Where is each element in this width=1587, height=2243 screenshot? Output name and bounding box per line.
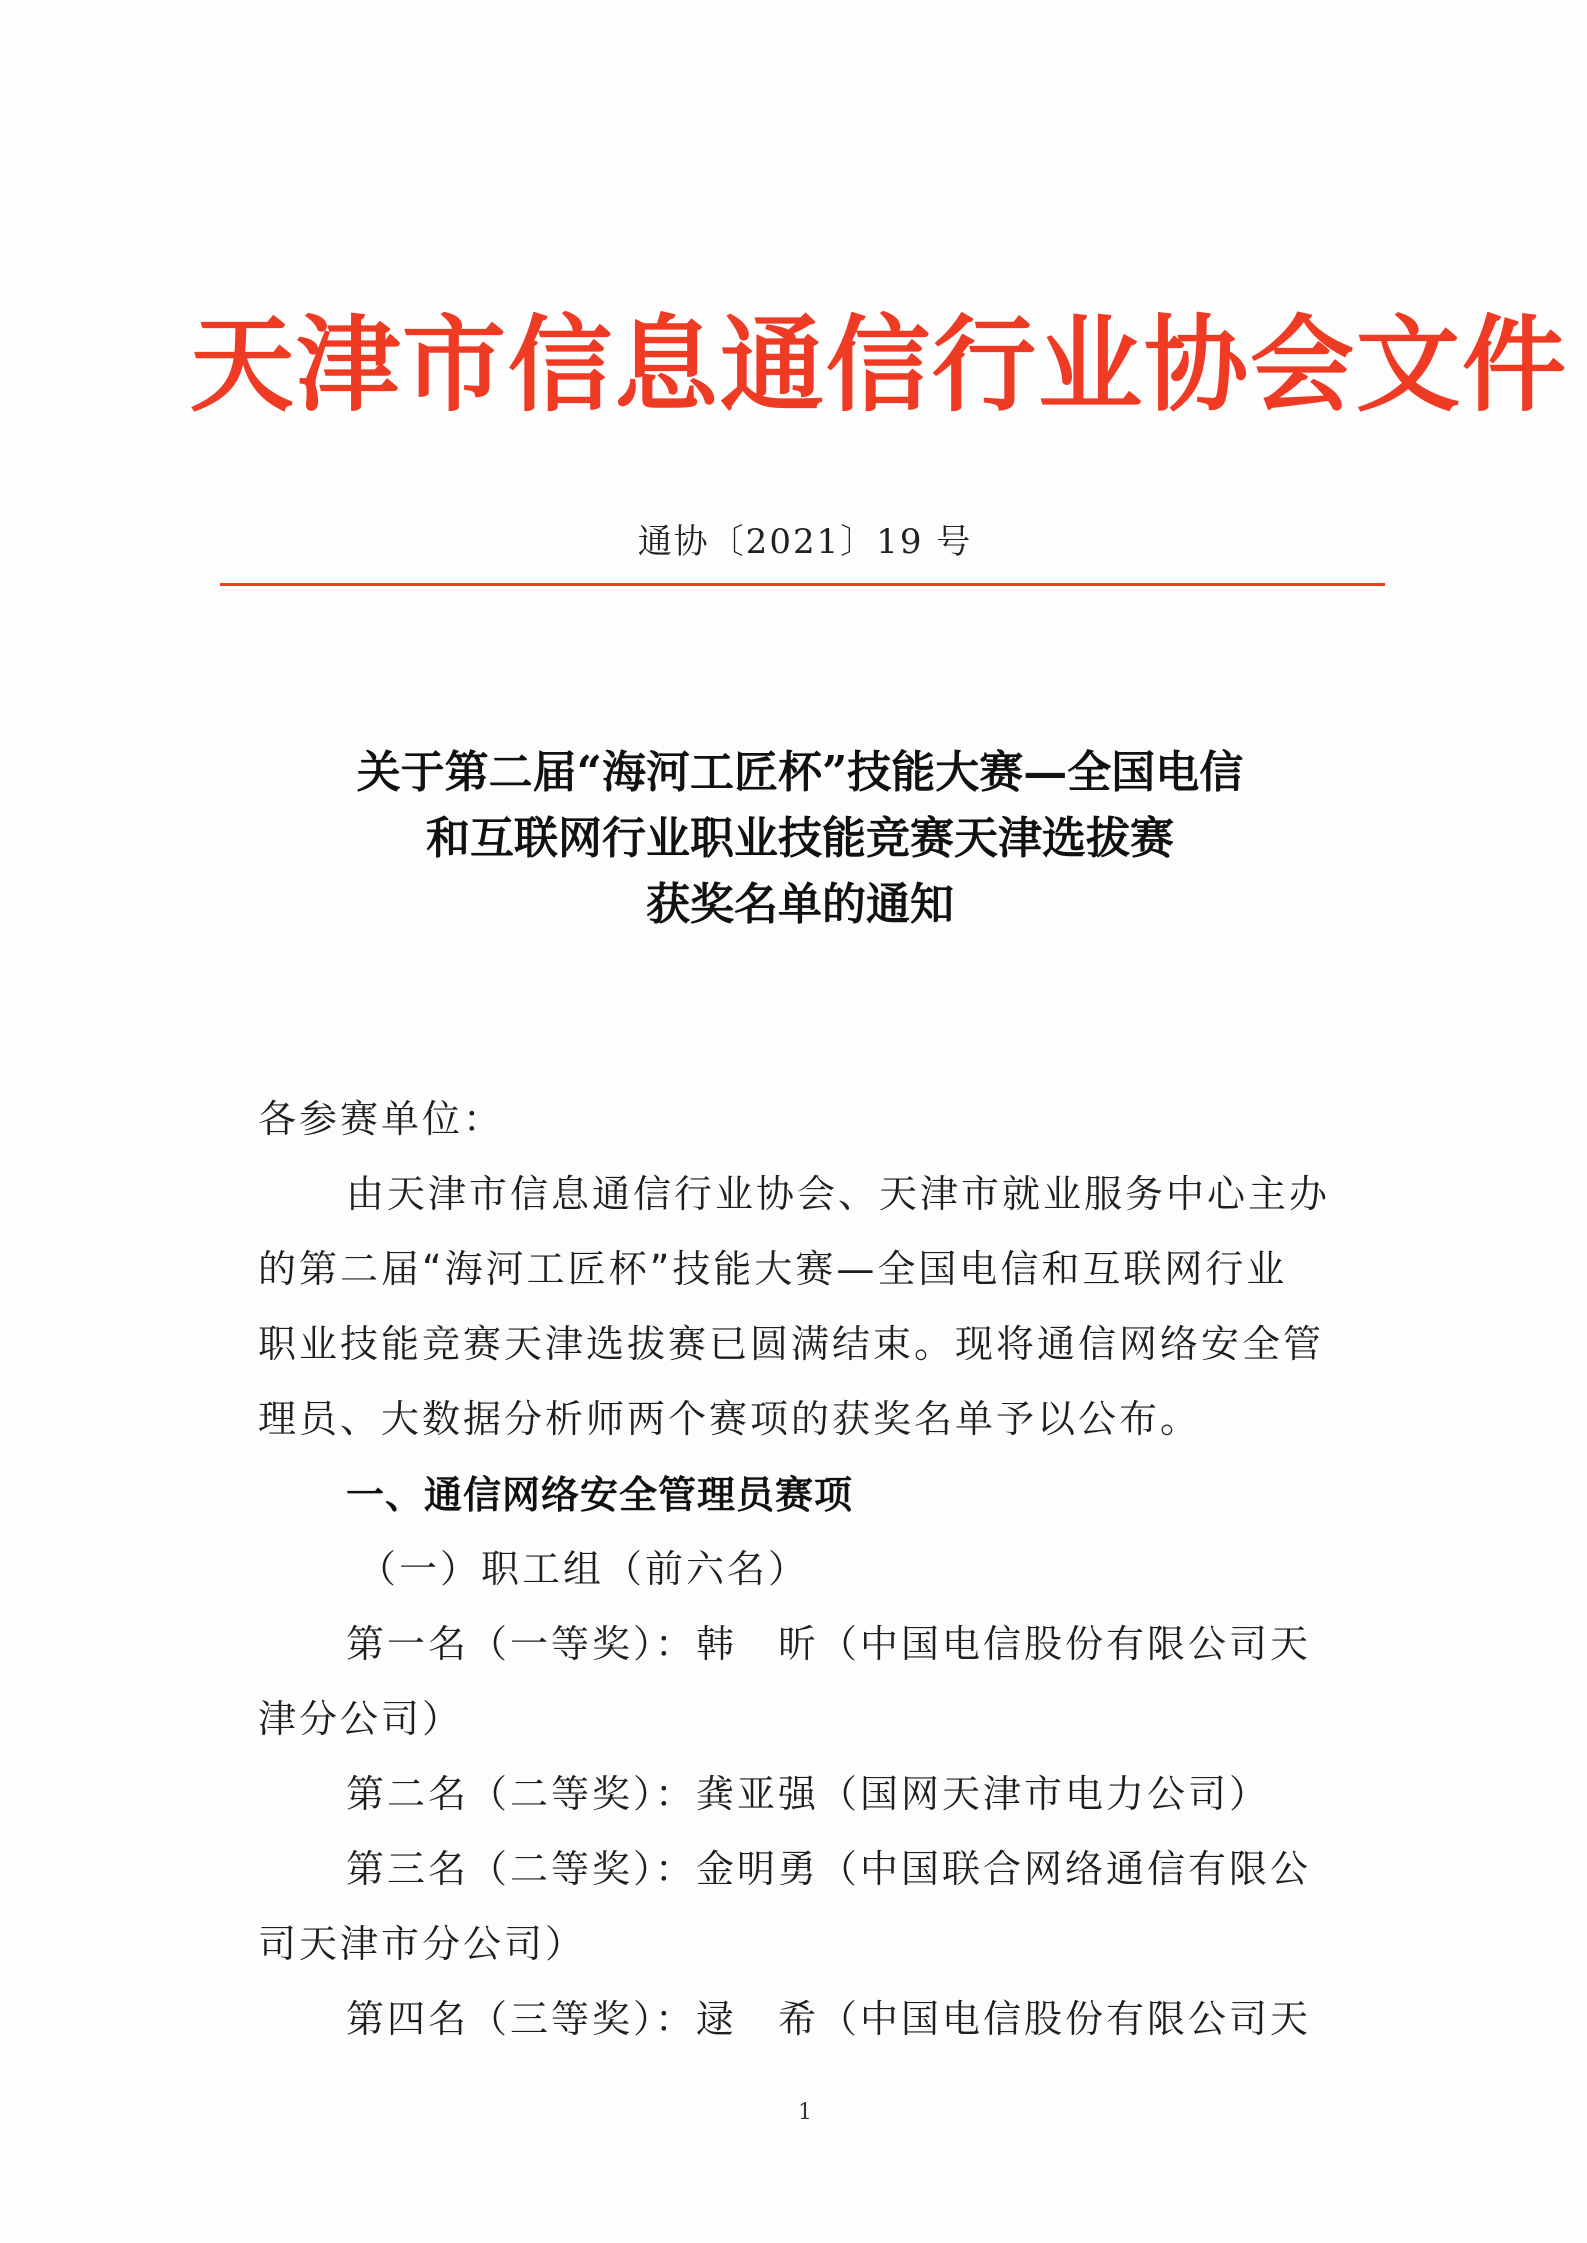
subsection-heading: （一）职工组（前六名） xyxy=(358,1547,810,1591)
title-line: 获奖名单的通知 xyxy=(646,879,954,930)
award-line: 第四名（三等奖）：逯 希（中国电信股份有限公司天 xyxy=(346,1997,1312,2041)
award-line: 第三名（二等奖）：金明勇（中国联合网络通信有限公 xyxy=(346,1847,1312,1891)
intro-line: 的第二届“海河工匠杯”技能大赛—全国电信和互联网行业 xyxy=(258,1247,1288,1291)
title-line: 关于第二届“海河工匠杯”技能大赛—全国电信 xyxy=(356,747,1244,798)
award-line: 津分公司） xyxy=(258,1697,464,1741)
intro-line: 职业技能竞赛天津选拔赛已圆满结束。现将通信网络安全管 xyxy=(258,1322,1325,1366)
award-line: 第一名（一等奖）：韩 昕（中国电信股份有限公司天 xyxy=(346,1622,1312,1666)
intro-line: 理员、大数据分析师两个赛项的获奖名单予以公布。 xyxy=(258,1397,1202,1441)
award-line: 司天津市分公司） xyxy=(258,1922,587,1966)
section-heading: 一、通信网络安全管理员赛项 xyxy=(346,1472,854,1517)
header-divider xyxy=(220,583,1385,586)
notice-title xyxy=(240,740,1360,938)
title-line: 和互联网行业职业技能竞赛天津选拔赛 xyxy=(426,813,1174,864)
intro-line: 由天津市信息通信行业协会、天津市就业服务中心主办 xyxy=(346,1172,1331,1216)
award-line: 第二名（二等奖）：龚亚强（国网天津市电力公司） xyxy=(346,1772,1271,1816)
page-number: 1 xyxy=(798,2100,812,2125)
notice-body xyxy=(258,1082,1368,2057)
masthead-title: 天津市信息通信行业协会文件 xyxy=(190,303,1569,426)
salutation: 各参赛单位： xyxy=(258,1097,505,1141)
document-number: 通协〔2021〕19 号 xyxy=(637,522,973,562)
